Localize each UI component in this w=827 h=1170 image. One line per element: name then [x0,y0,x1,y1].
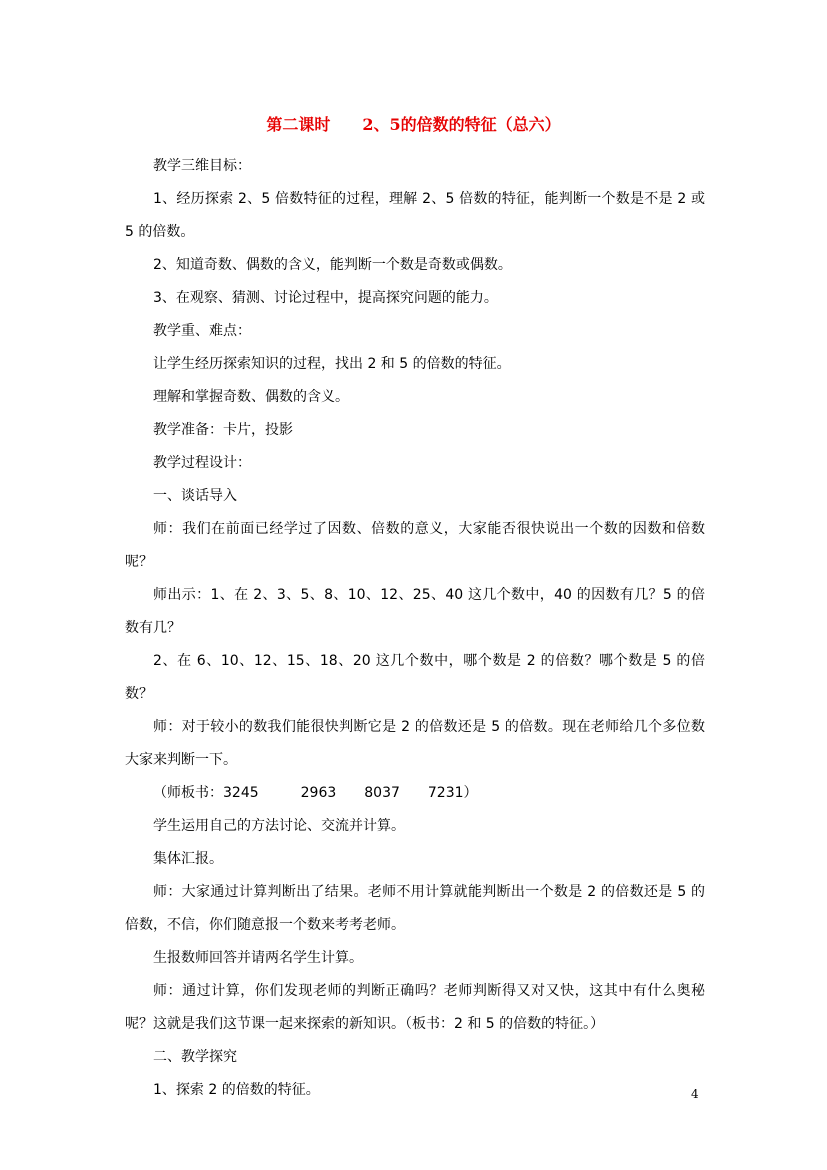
paragraph: 师：我们在前面已经学过了因数、倍数的意义，大家能否很快说出一个数的因数和倍数呢？ [125,521,705,570]
paragraph: 2、知道奇数、偶数的含义，能判断一个数是奇数或偶数。 [153,257,512,273]
paragraph: 教学过程设计： [153,455,251,471]
paragraph: 1、经历探索 2、5 倍数特征的过程，理解 2、5 倍数的特征，能判断一个数是不是 2 或 5 的倍数。 [125,191,705,240]
paragraph: 2、在 6、10、12、15、18、20 这几个数中，哪个数是 2 的倍数？哪个数是 5 的倍数？ [125,653,705,702]
paragraph: 教学重、难点： [153,323,251,339]
paragraph: 教学三维目标： [153,158,251,174]
paragraph: 师出示：1、在 2、3、5、8、10、12、25、40 这几个数中，40 的因数有几？5 的倍数有几？ [125,587,705,636]
paragraph: 师：大家通过计算判断出了结果。老师不用计算就能判断出一个数是 2 的倍数还是 5 的倍数，不信，你们随意报一个数来考考老师。 [125,884,705,933]
paragraph: 教学准备：卡片，投影 [153,422,293,438]
paragraph: 生报数师回答并请两名学生计算。 [153,950,363,966]
paragraph: 师：对于较小的数我们能很快判断它是 2 的倍数还是 5 的倍数。现在老师给几个多位数大家来判断一下。 [125,719,705,768]
paragraph: 集体汇报。 [153,851,223,867]
section-heading: 一、谈话导入 [153,488,237,504]
page-number: 4 [691,1087,699,1101]
board-note: （师板书：3245 2963 8037 7231） [153,785,478,801]
paragraph: 学生运用自己的方法讨论、交流并计算。 [153,818,405,834]
paragraph: 理解和掌握奇数、偶数的含义。 [153,389,349,405]
section-heading: 二、教学探究 [153,1049,237,1065]
paragraph: 3、在观察、猜测、讨论过程中，提高探究问题的能力。 [153,290,498,306]
page-title: 第二课时 2、5的倍数的特征（总六） [266,115,561,134]
document-body [125,150,705,1107]
paragraph: 让学生经历探索知识的过程，找出 2 和 5 的倍数的特征。 [153,356,511,372]
paragraph: 师：通过计算，你们发现老师的判断正确吗？老师判断得又对又快，这其中有什么奥秘呢？这就是我们这节课一起来探索的新知识。（板书：2 和 5 的倍数的特征。） [125,983,705,1032]
paragraph: 1、探索 2 的倍数的特征。 [153,1082,320,1098]
